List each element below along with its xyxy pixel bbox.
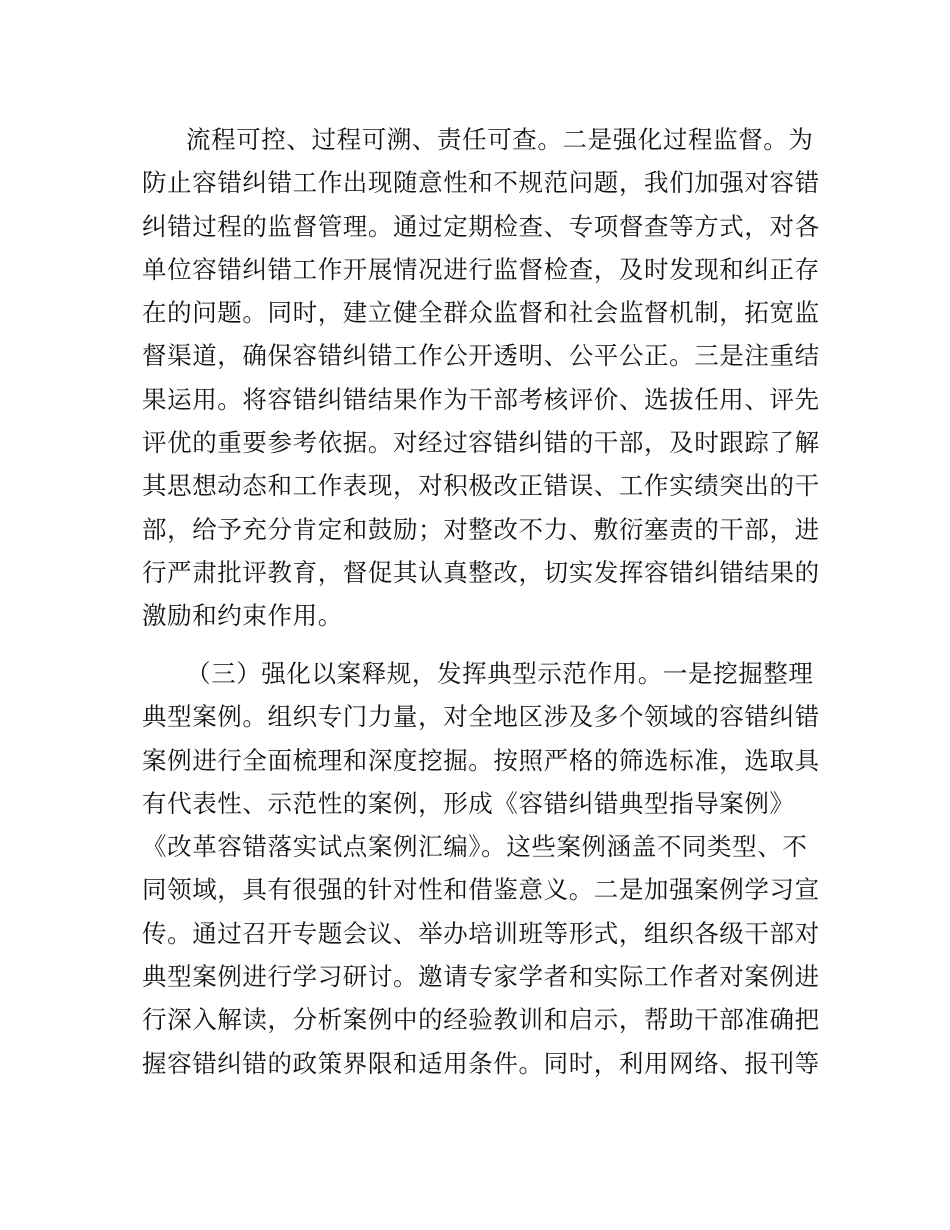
paragraph-line: 典型案例进行学习研讨。邀请专家学者和实际工作者对案例进 xyxy=(142,962,820,992)
paragraph-line: 其思想动态和工作表现，对积极改正错误、工作实绩突出的干 xyxy=(142,471,820,501)
paragraph-line: 督渠道，确保容错纠错工作公开透明、公平公正。三是注重结 xyxy=(142,341,820,371)
paragraph-line: 《改革容错落实试点案例汇编》。这些案例涵盖不同类型、不 xyxy=(142,832,808,862)
paragraph-line: 行严肃批评教育，督促其认真整改，切实发挥容错纠错结果的 xyxy=(142,557,820,587)
paragraph-line: 传。通过召开专题会议、举办培训班等形式，组织各级干部对 xyxy=(142,918,820,948)
paragraph-line: 单位容错纠错工作开展情况进行监督检查，及时发现和纠正存 xyxy=(142,254,820,284)
paragraph-line: 典型案例。组织专门力量，对全地区涉及多个领域的容错纠错 xyxy=(142,702,820,732)
paragraph-line: 部，给予充分肯定和鼓励；对整改不力、敷衍塞责的干部，进 xyxy=(142,514,820,544)
paragraph-line: 流程可控、过程可溯、责任可查。二是强化过程监督。为 xyxy=(186,125,814,154)
paragraph-line: 防止容错纠错工作出现随意性和不规范问题，我们加强对容错 xyxy=(142,168,820,198)
paragraph-line: 有代表性、示范性的案例，形成《容错纠错典型指导案例》 xyxy=(142,788,795,818)
paragraph-line: 纠错过程的监督管理。通过定期检查、专项督查等方式，对各 xyxy=(142,211,820,241)
paragraph-line: 案例进行全面梳理和深度挖掘。按照严格的筛选标准，选取具 xyxy=(142,745,820,775)
paragraph-line: 在的问题。同时，建立健全群众监督和社会监督机制，拓宽监 xyxy=(142,298,820,328)
paragraph-2 xyxy=(142,652,822,1085)
paragraph-line: 果运用。将容错纠错结果作为干部考核评价、选拔任用、评先 xyxy=(142,384,820,414)
paragraph-1 xyxy=(142,118,822,638)
paragraph-line: 行深入解读，分析案例中的经验教训和启示，帮助干部准确把 xyxy=(142,1005,820,1035)
paragraph-line: 激励和约束作用。 xyxy=(142,601,343,631)
paragraph-line: 握容错纠错的政策界限和适用条件。同时，利用网络、报刊等 xyxy=(142,1048,820,1078)
section-heading-line: （三）强化以案释规，发挥典型示范作用。一是挖掘整理 xyxy=(186,659,814,688)
paragraph-line: 评优的重要参考依据。对经过容错纠错的干部，及时跟踪了解 xyxy=(142,428,820,458)
paragraph-line: 同领域，具有很强的针对性和借鉴意义。二是加强案例学习宣 xyxy=(142,875,820,905)
